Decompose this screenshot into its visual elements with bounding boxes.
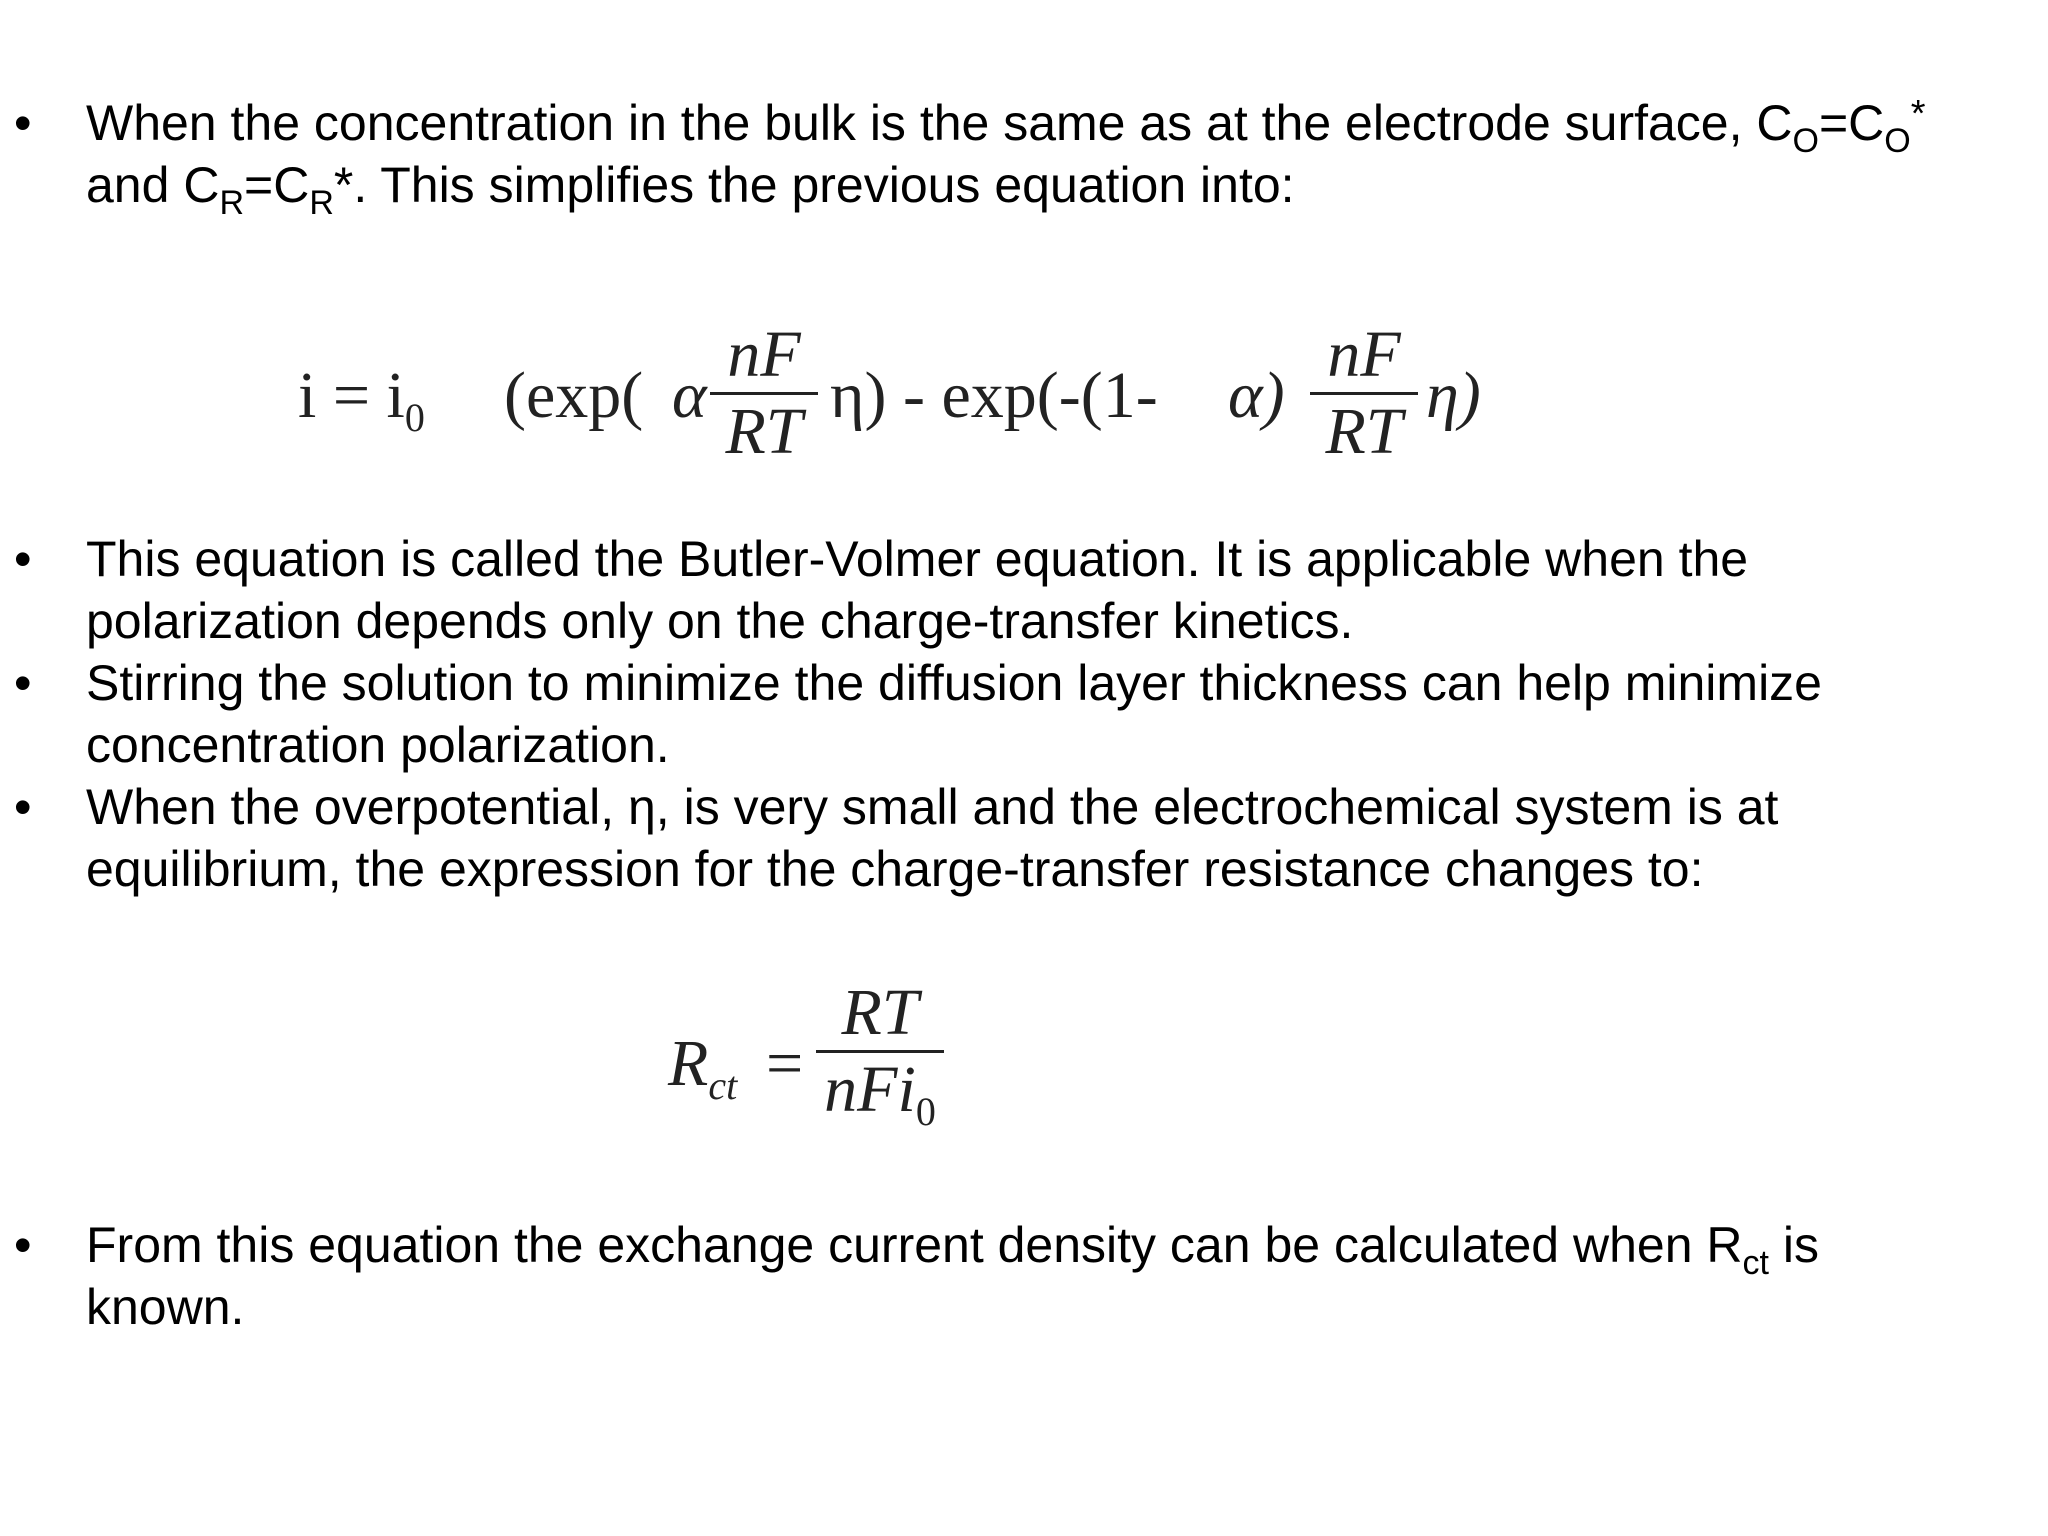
alpha-symbol-2: α) [1228, 359, 1285, 432]
bullet-list-middle [0, 528, 2048, 900]
rt-over-nfi0-fraction: RT nFi$_0$ [816, 976, 944, 1127]
text-line: Stirring the solution to minimize the diffusion layer thickness can help minimize [86, 655, 1822, 711]
text-line: equilibrium, the expression for the charge-transfer resistance changes to: [86, 841, 1704, 897]
bullet-text [86, 1214, 2036, 1338]
bullet-marker: • [14, 531, 32, 587]
bullet-marker: • [14, 779, 32, 835]
text-line: known. [86, 1279, 245, 1335]
bullet-marker: • [14, 655, 32, 711]
bullet-item-concentration [0, 92, 2048, 222]
alpha-symbol: α [672, 359, 707, 432]
bullet-text [86, 528, 2036, 652]
bullet-text [86, 652, 2036, 776]
text-line: When the concentration in the bulk is the same as at the electrode surface, $C_O=C_O^*$ [86, 93, 1926, 160]
bullet-text [86, 776, 2036, 900]
equation-lhs: $i = i_0$ [298, 359, 425, 440]
equation-middle-term: η) - exp(-(1- [830, 359, 1158, 432]
bullet-marker: • [14, 95, 32, 151]
rct-symbol: $R_{ct}$ [668, 1027, 738, 1108]
text-line: polarization depends only on the charge-transfer kinetics. [86, 593, 1354, 649]
nf-over-rt-fraction-2: nF RT [1310, 318, 1418, 469]
text-line: concentration polarization. [86, 717, 670, 773]
eta-close: η) [1426, 359, 1481, 432]
bullet-item-overpotential [0, 776, 2048, 900]
bullet-item-butler-volmer [0, 528, 2048, 652]
nf-over-rt-fraction: nF RT [710, 318, 818, 469]
bullet-text [86, 92, 2036, 222]
bullet-marker: • [14, 1217, 32, 1273]
equation-exp-open: (exp( [504, 359, 644, 432]
text-line: When the overpotential, η, is very small and the electrochemical system is at [86, 779, 1779, 835]
bullet-item-exchange-current [0, 1214, 2048, 1338]
text-line: This equation is called the Butler-Volmer equation. It is applicable when the [86, 531, 1749, 587]
text-line: and $C_R=C_R*$. This simplifies the previous equation into: [86, 157, 1295, 222]
text-line: From this equation the exchange current density can be calculated when $R_{ct}$ is [86, 1217, 1819, 1282]
bullet-item-stirring [0, 652, 2048, 776]
equals-sign: = [766, 1027, 804, 1100]
